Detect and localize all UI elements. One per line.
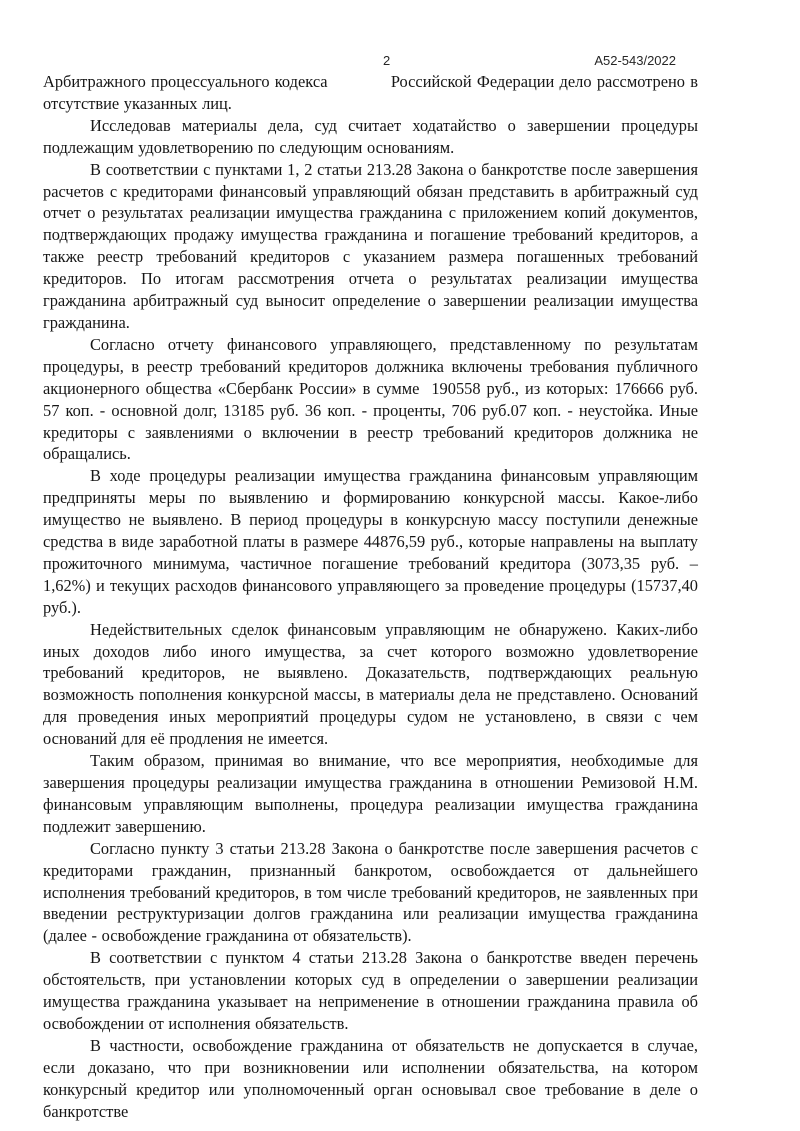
body-paragraph-8: Согласно пункту 3 статьи 213.28 Закона о банкротстве после завершения расчетов с кредиторами гражданин, признанный банкротом, освобождается от дальнейшего исполнения требований кредиторов, в том числе требований кредиторов, не заявленных при введении реструктуризации долгов гражданина или реализации имущества гражданина (далее - освобождение гражданина от обязательств).	[43, 838, 698, 946]
body-paragraph-6: Недействительных сделок финансовым управляющим не обнаружено. Каких-либо иных доходов либо иного имущества, за счет которого возможно удовлетворение требований кредиторов, не выявлено. Доказательств, подтверждающих реальную возможность пополнения конкурсной массы, в материалы дела не представлено. Оснований для проведения иных мероприятий процедуры судом не установлено, в связи с чем оснований для её продления не имеется.	[43, 619, 698, 749]
body-paragraph-1: Арбитражного процессуального кодекса Российской Федерации дело рассмотрено в отсутствие указанных лиц.	[43, 72, 698, 113]
body-paragraph-5: В ходе процедуры реализации имущества гражданина финансовым управляющим предприняты меры по выявлению и формированию конкурсной массы. Какое-либо имущество не выявлено. В период процедуры в конкурсную массу поступили денежные средства в виде заработной платы в размере 44876,59 руб., которые направлены на выплату прожиточного минимума, частичное погашение требований кредитора (3073,35 руб. – 1,62%) и текущих расходов финансового управляющего за проведение процедуры (15737,40 руб.).	[43, 466, 698, 617]
body-paragraph-2: Исследовав материалы дела, суд считает ходатайство о завершении процедуры подлежащим удовлетворению по следующим основаниям.	[43, 115, 698, 157]
body-paragraph-10: В частности, освобождение гражданина от обязательств не допускается в случае, если доказано, что при возникновении или исполнении обязательства, на котором конкурсный кредитор или уполномоченный орган основывал свое требование в деле о банкротстве	[43, 1035, 698, 1121]
page-number: 2	[383, 53, 391, 68]
body-paragraph-4: Согласно отчету финансового управляющего, представленному по результатам процедуры, в реестр требований кредиторов должника включены требования публичного акционерного общества «Сбербанк России» в сумме 190558 руб., из которых: 176666 руб. 57 коп. - основной долг, 13185 руб. 36 коп. - проценты, 706 руб.07 коп. - неустойка. Иные кредиторы с заявлениями о включении в реестр требований кредиторов должника не обращались.	[43, 334, 698, 464]
body-paragraph-9: В соответствии с пунктом 4 статьи 213.28 Закона о банкротстве введен перечень обстоятельств, при установлении которых суд в определении о завершении реализации имущества гражданина указывает на неприменение в отношении гражданина правила об освобождении от исполнения обязательств.	[43, 948, 698, 1033]
document-body	[43, 71, 698, 1123]
body-paragraph-3: В соответствии с пунктами 1, 2 статьи 213.28 Закона о банкротстве после завершения расчетов с кредиторами финансовый управляющий обязан представить в арбитражный суд отчет о результатах реализации имущества гражданина с приложением копий документов, подтверждающих продажу имущества гражданина и погашение требований кредиторов, а также реестр требований кредиторов с указанием размера погашенных требований кредиторов. По итогам рассмотрения отчета о результатах реализации имущества гражданина арбитражный суд выносит определение о завершении реализации имущества гражданина.	[43, 159, 698, 332]
page-header	[0, 53, 800, 69]
body-paragraph-7: Таким образом, принимая во внимание, что все мероприятия, необходимые для завершения процедуры реализации имущества гражданина в отношении Ремизовой Н.М. финансовым управляющим выполнены, процедура реализации имущества гражданина подлежит завершению.	[43, 751, 698, 836]
case-number: А52-543/2022	[594, 53, 676, 68]
